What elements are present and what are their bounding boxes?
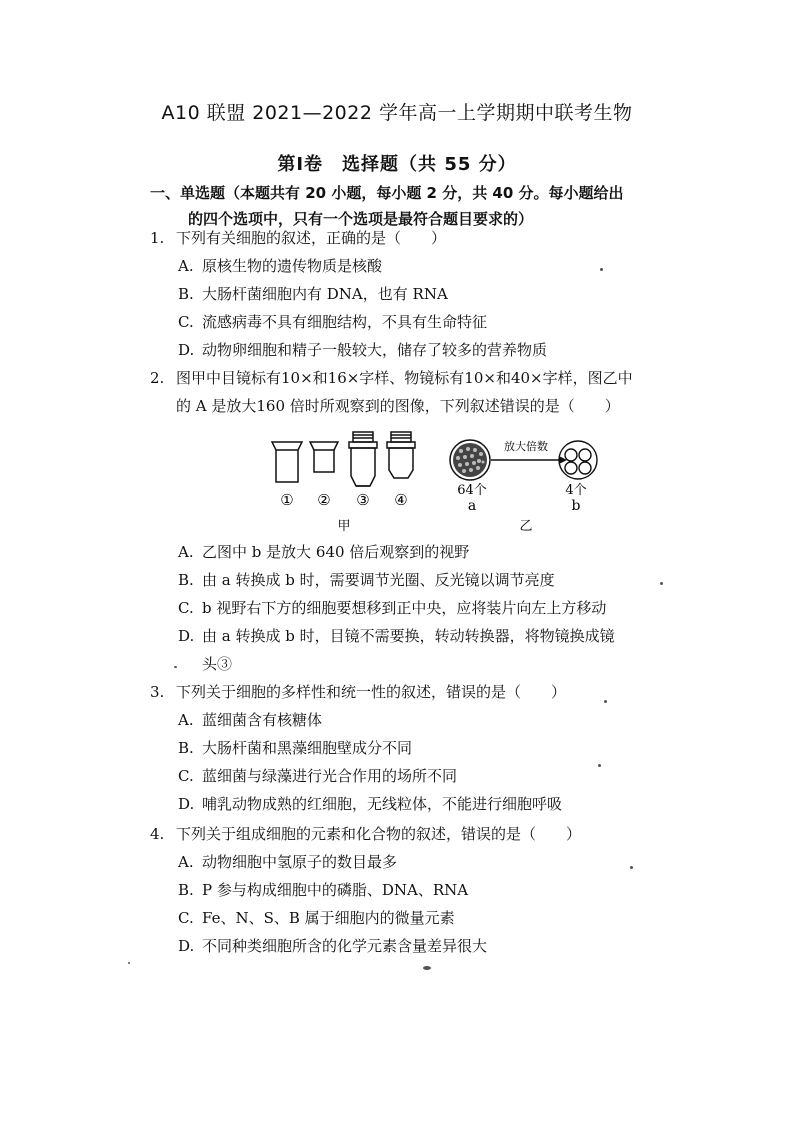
question-number: 1.: [150, 229, 165, 247]
option-letter: C.: [178, 767, 194, 785]
eyepiece-lens-2: [310, 442, 338, 472]
option-text: P 参与构成细胞中的磷脂、DNA、RNA: [202, 881, 469, 899]
option-letter: B.: [178, 285, 194, 303]
option-letter: C.: [178, 313, 194, 331]
option-1d: [178, 338, 547, 362]
label-a: a: [467, 498, 477, 514]
option-1c: [178, 310, 487, 334]
question-stem: 图甲中目镜标有10×和16×字样、物镜标有10×和40×字样，图乙中: [176, 369, 633, 387]
scan-speck: [630, 866, 633, 869]
question-3: [150, 680, 566, 704]
option-letter: C.: [178, 599, 194, 617]
question-4: [150, 822, 581, 846]
option-3b: [178, 736, 412, 760]
option-text: 动物细胞中氢原子的数目最多: [202, 853, 398, 871]
option-text: 乙图中 b 是放大 640 倍后观察到的视野: [202, 543, 470, 561]
microscope-figure: [262, 420, 602, 538]
figure-label-yi: 乙: [519, 519, 533, 534]
question-stem: 下列关于细胞的多样性和统一性的叙述，错误的是（ ）: [176, 683, 567, 701]
option-letter: A.: [178, 853, 194, 871]
lens-label-2: ②: [317, 491, 331, 509]
eyepiece-lens-1: [272, 442, 302, 482]
lens-label-1: ①: [280, 491, 294, 509]
section-title: 第Ⅰ卷 选择题（共 55 分）: [277, 154, 517, 175]
instruction-line-1: 一、单选题（本题共有 20 小题，每小题 2 分，共 40 分。每小题给出: [150, 184, 624, 202]
count-a: 64个: [457, 483, 487, 498]
scan-speck: [423, 966, 431, 970]
question-2: [150, 366, 633, 390]
question-number: 3.: [150, 683, 165, 701]
lens-label-4: ④: [394, 491, 408, 509]
option-3c: [178, 764, 457, 788]
option-letter: D.: [178, 937, 195, 955]
question-number: 2.: [150, 369, 165, 387]
option-letter: A.: [178, 257, 194, 275]
option-2d: [178, 624, 615, 648]
option-letter: A.: [178, 543, 194, 561]
question-stem: 下列关于组成细胞的元素和化合物的叙述，错误的是（ ）: [176, 825, 582, 843]
option-letter: B.: [178, 881, 194, 899]
option-letter: B.: [178, 571, 194, 589]
option-2b: [178, 568, 555, 592]
option-text: 蓝细菌与绿藻进行光合作用的场所不同: [202, 767, 458, 785]
option-letter: C.: [178, 909, 194, 927]
option-text: 动物卵细胞和精子一般较大，储存了较多的营养物质: [202, 341, 548, 359]
count-b: 4个: [565, 483, 587, 498]
option-4c: [178, 906, 455, 930]
option-text: 原核生物的遗传物质是核酸: [202, 257, 383, 275]
option-4b: [178, 878, 468, 902]
option-1b: [178, 282, 448, 306]
option-1a: [178, 254, 382, 278]
option-3a: [178, 708, 322, 732]
objective-lens-4: [387, 432, 415, 478]
option-text: b 视野右下方的细胞要想移到正中央，应将装片向左上方移动: [202, 599, 607, 617]
figure-label-jia: 甲: [337, 519, 351, 534]
option-text: 不同种类细胞所含的化学元素含量差异很大: [202, 937, 488, 955]
scan-speck: [128, 962, 130, 964]
option-text: Fe、N、S、B 属于细胞内的微量元素: [202, 909, 455, 927]
instruction-line-2: 的四个选项中，只有一个选项是最符合题目要求的）: [188, 210, 534, 228]
option-3d: [178, 792, 562, 816]
option-4d: [178, 934, 487, 958]
option-text: 由 a 转换成 b 时，需要调节光圈、反光镜以调节亮度: [202, 571, 555, 589]
scan-speck: [598, 764, 601, 767]
option-text: 流感病毒不具有细胞结构，不具有生命特征: [202, 313, 488, 331]
lens-label-3: ③: [356, 491, 370, 509]
option-letter: D.: [178, 627, 195, 645]
option-4a: [178, 850, 397, 874]
option-letter: D.: [178, 341, 195, 359]
option-letter: A.: [178, 711, 194, 729]
scan-speck: [604, 700, 607, 703]
option-2d-cont: 头③: [202, 655, 233, 673]
option-2c: [178, 596, 606, 620]
arrow-label: 放大倍数: [504, 440, 548, 453]
option-letter: B.: [178, 739, 194, 757]
page-title: A10 联盟 2021—2022 学年高一上学期期中联考生物: [161, 102, 633, 124]
scan-speck: [174, 666, 177, 668]
objective-lens-3: [349, 432, 377, 486]
field-of-view-a: [450, 440, 490, 480]
question-number: 4.: [150, 825, 165, 843]
option-text: 大肠杆菌和黑藻细胞壁成分不同: [202, 739, 413, 757]
scan-speck: [660, 582, 663, 585]
question-2-cont: 的 A 是放大160 倍时所观察到的图像，下列叙述错误的是（ ）: [176, 397, 620, 415]
option-text: 哺乳动物成熟的红细胞，无线粒体，不能进行细胞呼吸: [202, 795, 563, 813]
figure-svg: [262, 420, 602, 538]
option-text: 由 a 转换成 b 时，目镜不需要换，转动转换器，将物镜换成镜: [202, 627, 615, 645]
option-letter: D.: [178, 795, 195, 813]
scan-speck: [600, 268, 603, 271]
label-b: b: [571, 498, 581, 514]
question-1: [150, 226, 446, 250]
option-2a: [178, 540, 469, 564]
option-text: 大肠杆菌细胞内有 DNA，也有 RNA: [202, 285, 448, 303]
question-stem: 下列有关细胞的叙述，正确的是（ ）: [176, 229, 447, 247]
option-text: 蓝细菌含有核糖体: [202, 711, 323, 729]
